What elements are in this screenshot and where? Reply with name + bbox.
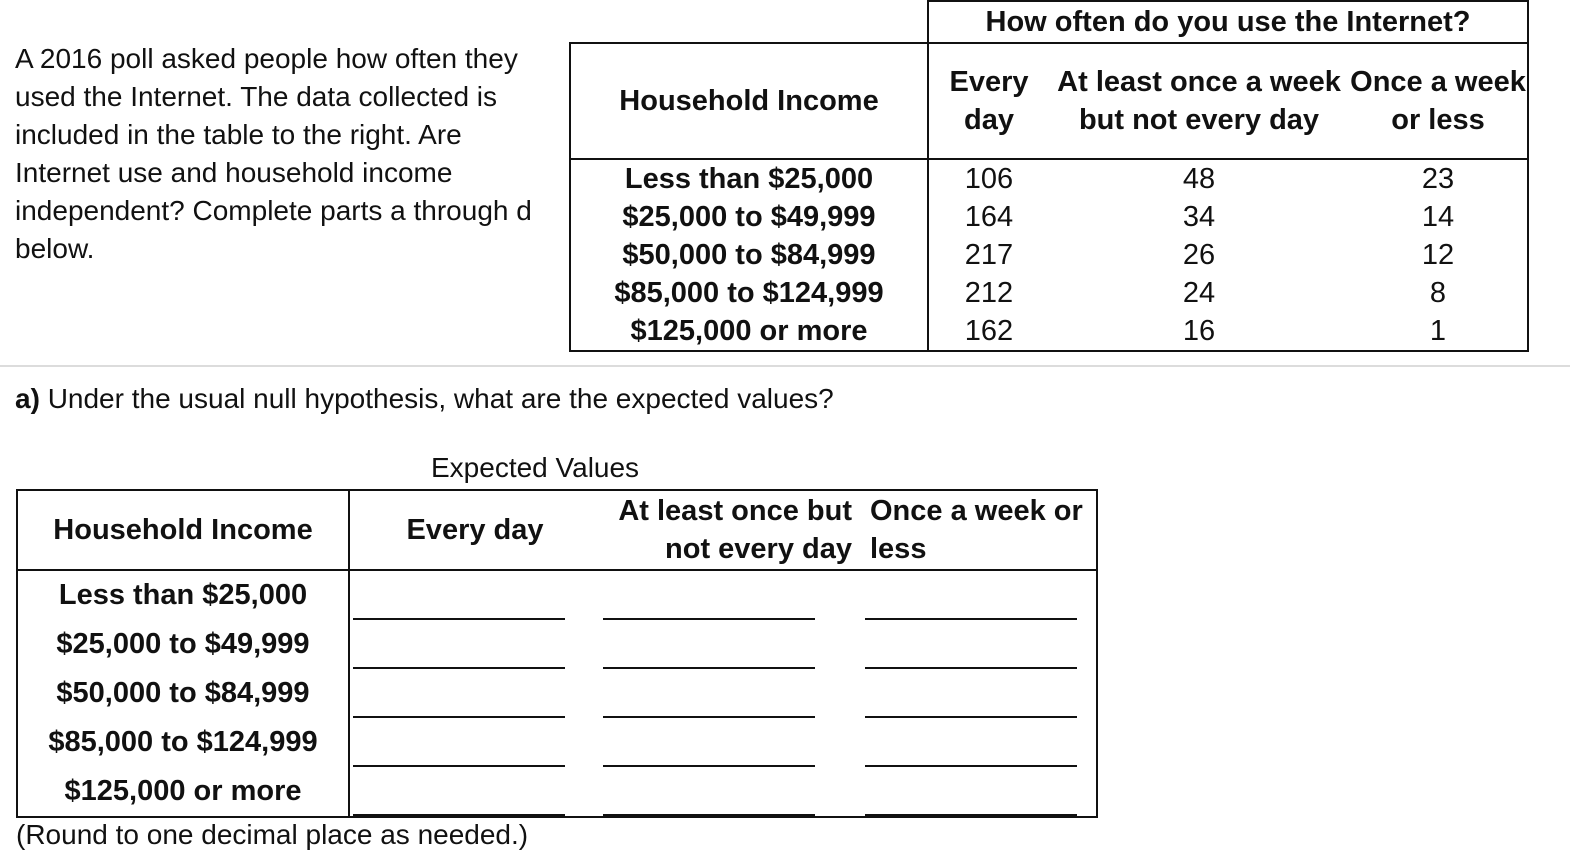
table-row xyxy=(17,620,1097,669)
cell-value: 24 xyxy=(1182,277,1216,309)
row-label: $25,000 to $49,999 xyxy=(570,198,928,236)
table-row xyxy=(17,718,1097,767)
question-a xyxy=(15,383,834,415)
rounding-note: (Round to one decimal place as needed.) xyxy=(16,819,529,850)
row-label: Less than $25,000 xyxy=(17,570,349,620)
problem-intro: A 2016 poll asked people how often they used the Internet. The data collected is included in the table to the right. Are Internet use and household income independent? Complete parts a through d below. xyxy=(15,43,532,264)
cell-value: 12 xyxy=(1349,236,1528,274)
expected-table-caption: Expected Values xyxy=(431,452,640,483)
group-header: How often do you use the Internet? xyxy=(928,1,1528,43)
row-label: $50,000 to $84,999 xyxy=(570,236,928,274)
table-row xyxy=(570,198,1528,236)
cell-value: 212 xyxy=(964,277,1014,309)
cell-value: 34 xyxy=(1182,201,1216,233)
column-header-week-or-less: Once a week or less xyxy=(1349,43,1528,159)
question-a-label: a) xyxy=(15,383,40,414)
cell-value: 8 xyxy=(1349,274,1528,312)
table-row xyxy=(570,236,1528,274)
column-header-every-day: Every day xyxy=(928,43,1049,159)
cell-value: 14 xyxy=(1349,198,1528,236)
table-row xyxy=(570,274,1528,312)
expected-values-table xyxy=(16,489,1098,818)
table-corner-blank xyxy=(570,1,928,43)
row-label: $50,000 to $84,999 xyxy=(17,669,349,718)
column-header-weekly: At least once but not every day xyxy=(600,490,860,570)
row-header: Household Income xyxy=(17,490,349,570)
answer-input[interactable] xyxy=(865,814,1077,816)
row-label: $85,000 to $124,999 xyxy=(17,718,349,767)
question-a-text: Under the usual null hypothesis, what are the expected values? xyxy=(47,383,834,414)
cell-value: 23 xyxy=(1349,159,1528,198)
table-row xyxy=(570,312,1528,351)
row-label: $125,000 or more xyxy=(570,312,928,351)
section-divider xyxy=(0,365,1570,367)
answer-input[interactable] xyxy=(353,814,565,816)
table-row xyxy=(570,159,1528,198)
column-header-weekly: At least once a week but not every day xyxy=(1049,43,1349,159)
table-row xyxy=(17,669,1097,718)
column-header-week-or-less: Once a week or less xyxy=(860,490,1097,570)
cell-value: 106 xyxy=(964,163,1014,195)
row-label: $125,000 or more xyxy=(17,767,349,817)
observed-data-table xyxy=(569,0,1529,352)
table-row xyxy=(17,570,1097,620)
cell-value: 217 xyxy=(964,239,1014,271)
row-header: Household Income xyxy=(570,43,928,159)
cell-value: 26 xyxy=(1182,239,1216,271)
cell-value: 164 xyxy=(964,201,1014,233)
cell-value: 162 xyxy=(928,312,1049,351)
cell-value: 48 xyxy=(1182,163,1216,195)
row-label: Less than $25,000 xyxy=(570,159,928,198)
answer-input[interactable] xyxy=(603,814,815,816)
row-label: $85,000 to $124,999 xyxy=(570,274,928,312)
cell-value: 16 xyxy=(1049,312,1349,351)
cell-value: 1 xyxy=(1349,312,1528,351)
row-label: $25,000 to $49,999 xyxy=(17,620,349,669)
table-row xyxy=(17,767,1097,817)
column-header-every-day: Every day xyxy=(349,490,600,570)
